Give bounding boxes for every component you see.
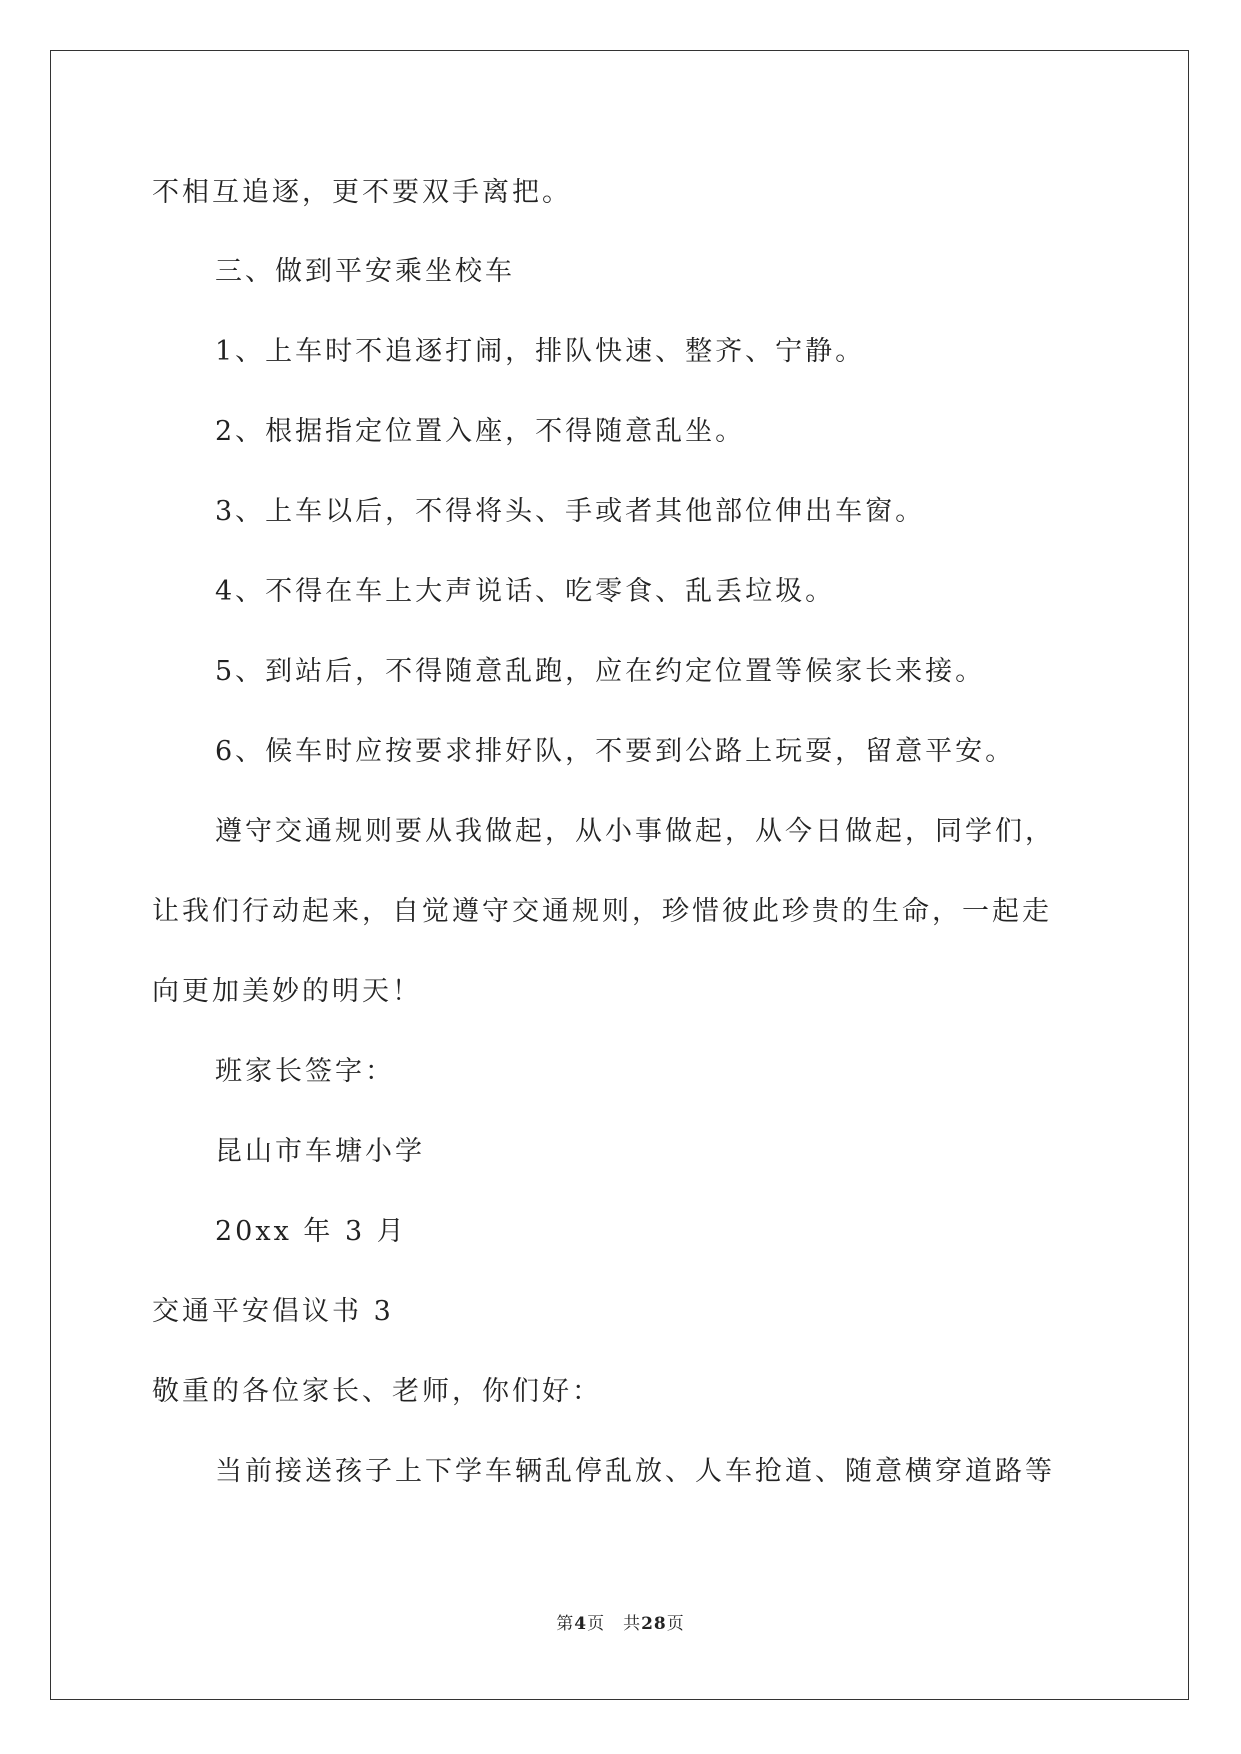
greeting-line: 敬重的各位家长、老师，你们好： (152, 1376, 602, 1407)
list-item: 5、到站后，不得随意乱跑，应在约定位置等候家长来接。 (215, 656, 986, 687)
total-pages-number: 28 (641, 1614, 667, 1634)
text-line: 不相互追逐，更不要双手离把。 (152, 177, 572, 208)
page-footer (0, 1609, 1241, 1634)
signature-label: 班家长签字： (215, 1056, 395, 1087)
list-item: 4、不得在车上大声说话、吃零食、乱丢垃圾。 (215, 576, 836, 607)
paragraph-line: 向更加美妙的明天！ (152, 976, 422, 1007)
footer-middle: 页 共 (587, 1614, 642, 1634)
list-item: 1、上车时不追逐打闹，排队快速、整齐、宁静。 (215, 336, 866, 367)
paragraph-line: 遵守交通规则要从我做起，从小事做起，从今日做起，同学们， (215, 816, 1055, 847)
paragraph-line: 当前接送孩子上下学车辆乱停乱放、人车抢道、随意横穿道路等 (215, 1456, 1055, 1487)
list-item: 6、候车时应按要求排好队，不要到公路上玩耍，留意平安。 (215, 736, 1016, 767)
section-heading: 三、做到平安乘坐校车 (215, 256, 515, 287)
list-item: 2、根据指定位置入座，不得随意乱坐。 (215, 416, 746, 447)
document-title: 交通平安倡议书 3 (152, 1296, 394, 1327)
current-page-number: 4 (574, 1614, 588, 1634)
footer-suffix: 页 (666, 1614, 685, 1634)
list-item: 3、上车以后，不得将头、手或者其他部位伸出车窗。 (215, 496, 926, 527)
date-line: 20xx 年 3 月 (215, 1216, 407, 1247)
footer-prefix: 第 (556, 1614, 575, 1634)
page-frame (50, 50, 1189, 1700)
paragraph-line: 让我们行动起来，自觉遵守交通规则，珍惜彼此珍贵的生命，一起走 (152, 896, 1052, 927)
school-name: 昆山市车塘小学 (215, 1136, 425, 1167)
